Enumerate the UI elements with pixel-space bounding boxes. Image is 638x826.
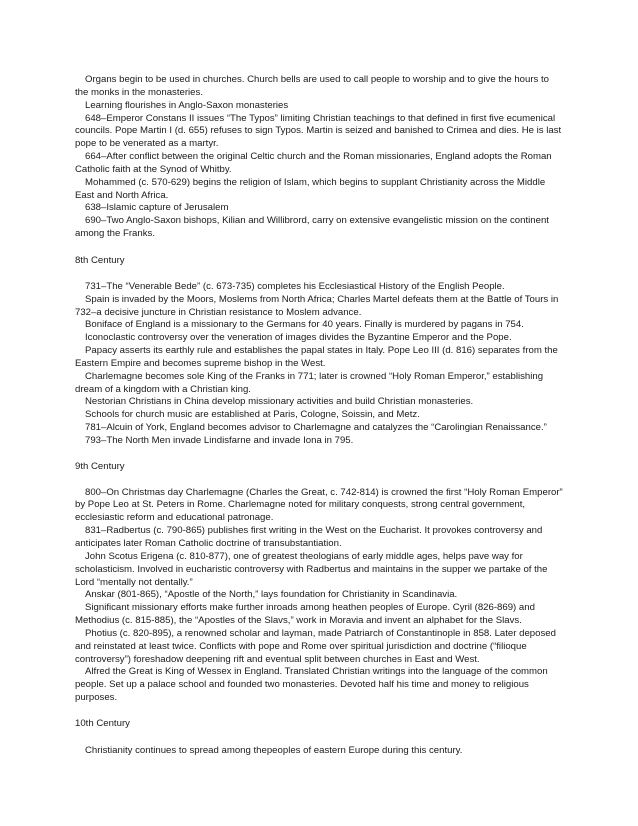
paragraph-nestorian: Nestorian Christians in China develop missionary activities and build Christian monasteries.: [85, 396, 474, 408]
section-heading-9th-century: 9th Century: [75, 460, 125, 472]
paragraph-photius: Photius (c. 820-895), a renowned scholar and layman, made Patriarch of Constantinople in 858. Later deposed and reinstated at least twice. Conflicts with pope and Rome over spiritual jurisdiction and doctrine (“filioque controversy”) foreshadow deepening rift and eventual split between churches in East and West.: [75, 627, 556, 665]
paragraph-north-men: 793–The North Men invade Lindisfarne and invade Iona in 795.: [85, 434, 354, 446]
paragraph-jerusalem: 638–Islamic capture of Jerusalem: [85, 202, 229, 214]
paragraph-music-schools: Schools for church music are established at Paris, Cologne, Soissin, and Metz.: [85, 409, 420, 421]
paragraph-typos: 648–Emperor Constans II issues “The Typos” limiting Christian teachings to that defined in first five ecumenical councils. Pope Martin I (d. 655) refuses to sign Typos. Martin is seized and banished to Crimea and dies. He is last pope to be venerated as a martyr.: [75, 112, 562, 150]
paragraph-alcuin: 781–Alcuin of York, England becomes advisor to Charlemagne and catalyzes the “Carolingian Renaissance.”: [85, 422, 547, 434]
paragraph-church-organs: Organs begin to be used in churches. Church bells are used to call people to worship and to give the hours to the monks in the monasteries.: [75, 74, 549, 98]
paragraph-eastern-europe: Christianity continues to spread among thepeoples of eastern Europe during this century.: [85, 744, 463, 756]
paragraph-charlemagne-king: Charlemagne becomes sole King of the Franks in 771; later is crowned “Holy Roman Emperor,” establishing dream of a kingdom with a Christian king.: [75, 370, 544, 395]
section-heading-10th-century: 10th Century: [75, 717, 130, 729]
paragraph-cyril-methodius: Significant missionary efforts make further inroads among heathen peoples of Europe. Cyril (826-869) and Methodius (c. 815-885), the “Apostles of the Slavs,” work in Moravia and invent an alphabet for the Slavs.: [75, 602, 535, 627]
paragraph-boniface: Boniface of England is a missionary to the Germans for 40 years. Finally is murdered by pagans in 754.: [85, 319, 524, 331]
document-body: [75, 74, 563, 758]
paragraph-kilian-willibrord: 690–Two Anglo-Saxon bishops, Kilian and Willibrord, carry on extensive evangelistic mission on the continent among the Franks.: [75, 215, 549, 240]
paragraph-synod-whitby: 664–After conflict between the original Celtic church and the Roman missionaries, England adopts the Roman Catholic faith at the Synod of Whitby.: [75, 151, 552, 175]
paragraph-radbertus: 831–Radbertus (c. 790-865) publishes first writing in the West on the Eucharist. It provokes controversy and anticipates later Roman Catholic doctrine of transubstantiation.: [75, 525, 543, 549]
paragraph-charlemagne-crowned: 800–On Christmas day Charlemagne (Charles the Great, c. 742-814) is crowned the first “Holy Roman Emperor” by Pope Leo at St. Peters in Rome. Charlemagne noted for military conquests, strong central government, ecclesiastic reform and educational patronage.: [75, 486, 563, 524]
paragraph-moors: Spain is invaded by the Moors, Moslems from North Africa; Charles Martel defeats them at the Battle of Tours in 732–a decisive juncture in Christian resistance to Moslem advance.: [75, 293, 559, 318]
paragraph-anglo-saxon-learning: Learning flourishes in Anglo-Saxon monasteries: [85, 99, 289, 111]
paragraph-iconoclastic: Iconoclastic controversy over the veneration of images divides the Byzantine Emperor and the Pope.: [85, 332, 512, 344]
section-heading-8th-century: 8th Century: [75, 254, 125, 266]
paragraph-alfred: Alfred the Great is King of Wessex in England. Translated Christian writings into the language of the common people. Set up a palace school and founded two monasteries. Devoted half his time and money to religious purposes.: [75, 666, 548, 704]
paragraph-islam: Mohammed (c. 570-629) begins the religion of Islam, which begins to supplant Christianity across the Middle East and North Africa.: [75, 176, 546, 201]
paragraph-erigena: John Scotus Erigena (c. 810-877), one of greatest theologians of early middle ages, helps pave way for scholasticism. Involved in eucharistic controversy with Radbertus and maintains in the supper we partake of the Lord “mentally not dentally.”: [75, 550, 548, 588]
paragraph-anskar: Anskar (801-865), “Apostle of the North,” lays foundation for Christianity in Scandinavia.: [85, 589, 458, 601]
paragraph-bede: 731–The “Venerable Bede” (c. 673-735) completes his Ecclesiastical History of the English People.: [85, 280, 505, 292]
paragraph-papal-states: Papacy asserts its earthly rule and establishes the papal states in Italy. Pope Leo III (d. 816) separates from the Eastern Empire and becomes supreme bishop in the West.: [75, 345, 558, 369]
